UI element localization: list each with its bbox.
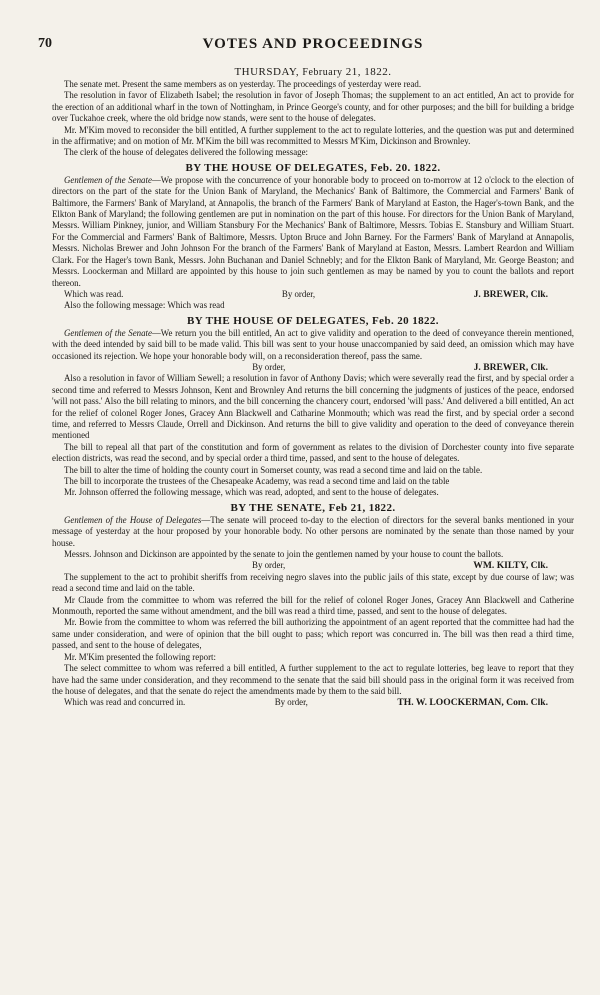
paragraph-resolutions-sent: The resolution in favor of Elizabeth Isabel; the resolution in favor of Joseph Thomas; the supplement to an act entitled, An act to provide for the erection of an additional wharf in the town of Nottingham, in Prince George's county, and for other purposes; and the bill for building a bridge over Tuckahoe creek, where the old bridge now stands, were sent to the house of delegates.: [52, 90, 574, 124]
signature-line-1: Which was read. By order, J. BREWER, Clk.: [64, 288, 548, 300]
paragraph-lotteries-committee: The select committee to whom was referred a bill entitled, A further supplement to the act to regulate lotteries, beg leave to report that they have had the same under consideration, and they recommend to the senate that the said bill should pass in the original form it was received from the house of delegates, and that the senate do reject the amendments made by them to the said bill.: [52, 663, 574, 696]
paragraph-mkim-lotteries: Mr. M'Kim moved to reconsider the bill entitled, A further supplement to the act to regulate lotteries, and the question was put and determined in the affirmative; and on motion of Mr. M'Kim the bill was recommitted to Messrs M'Kim, Dickinson and Brownley.: [52, 124, 574, 147]
running-header: [38, 32, 574, 54]
paragraph-bank-directors-message: Gentlemen of the Senate—We propose with the concurrence of your honorable body to proceed on to-morrow at 12 o'clock to the election of directors on the part of the state for the Union Bank of Maryland, the Mechanics' Bank of Baltimore, the Commercial and Farmers' Bank of Baltimore, the Farmers' Bank of Maryland, at Annapolis, the branch of the Farmers' Bank of Maryland at Easton, the Hager's-town Bank, and the Elkton Bank of Maryland; the following gentlemen are put in nomination on the part of this house. For directors for the Union Bank of Maryland, Messrs. William Pinkney, junior, and William Stansbury For the Mechanics' Bank of Baltimore, Messrs. Tobias E. Stansbury and William Stuart. For the Commercial and Farmers' Bank of Baltimore, Messrs. Upton Bruce and John Barney. For the Farmers' Bank of Maryland at Annapolis, Messrs. Nicholas Brewer and John Johnson For the branch of the Farmers' Bank of Maryland at Easton, Messrs. Lambert Reardon and William Clark. For the Hager's town Bank, Messrs. John Buchanan and Daniel Schnebly; and for the Elkton Bank of Maryland, Mr. George Beaston; and Messrs. Loockerman and Millard are appointed by this house to join such gentlemen as may be named by you to count the ballots and report thereon.: [52, 174, 574, 288]
paragraph-count-ballots: Messrs. Johnson and Dickinson are appointed by the senate to join the gentlemen named by your house to count the ballots.: [64, 549, 504, 560]
paragraph-bowie-report: Mr. Bowie from the committee to whom was referred the bill authorizing the appointment of an agent reported that the committee had had the same under consideration, and were of opinion that the bill ought to pass; which report was concurred in. The bill was then read a third time, passed, and sent to the house of delegates,: [52, 617, 574, 651]
page-number: 70: [38, 36, 52, 51]
paragraph-senate-met: The senate met. Present the same members as on yesterday. The proceedings of yesterday were read.: [64, 79, 422, 89]
paragraph-claude-report: Mr Claude from the committee to whom was referred the bill for the relief of colonel Roger Jones, Gracey Ann Blackwell and Catherine Monmouth, reported the same without amendment, and the bill was read a third time, passed, and sent to the house of delegates.: [52, 594, 574, 617]
paragraph-following-message: Also the following message: Which was read: [64, 300, 225, 311]
date-heading: THURSDAY, February 21, 1822.: [234, 66, 392, 78]
running-title: VOTES AND PROCEEDINGS: [202, 36, 424, 52]
paragraph-dorchester-bill: The bill to repeal all that part of the constitution and form of government as relates to the division of Dorchester county into five separate election districts, was read the second, and by special order a third time, passed, and sent to the house of delegates.: [52, 441, 574, 464]
paragraph-mkim-report: Mr. M'Kim presented the following report:: [64, 651, 216, 662]
paragraph-chesapeake-academy: The bill to incorporate the trustees of the Chesapeake Academy, was read a second time and laid on the table: [64, 476, 450, 486]
paragraph-deed-message: Gentlemen of the Senate—We return you the bill entitled, An act to give validity and operation to the deed of conveyance therein mentioned, with the deed intended by said bill to be made valid. This bill was sent to your house unaccompanied by said deed, an omission which may have occasioned its rejection. We hope your honorable body will, on a reconsideration thereof, pass the same.: [52, 327, 574, 361]
section-heading-house-2: BY THE HOUSE OF DELEGATES, Feb. 20 1822.: [187, 314, 439, 327]
paragraph-resolutions-sewell-davis: Also a resolution in favor of William Sewell; a resolution in favor of Anthony Davis; which were severally read the first, and by special order a second time and referred to Messrs Johnson, Kent and Brownley And returns the bill concerning the judgments of justices of the peace, endorsed 'will not pass.' Also the bill relating to minors, and the bill concerning the chancery court, endorsed 'will pass.' And delivered a bill entitled, An act for the relief of colonel Roger Jones, Gracey Ann Blackwell and Catharine Monmouth; which was read the first, and by special order a second time, and referred to Messrs Claude, Orrell and Dickinson. And returns the bill to give validity and operation to the deed of conveyance therein mentioned: [52, 373, 574, 441]
paragraph-clerk-message: The clerk of the house of delegates delivered the following message:: [64, 147, 308, 158]
section-heading-house-1: BY THE HOUSE OF DELEGATES, Feb. 20. 1822.: [185, 161, 441, 174]
paragraph-senate-election: Gentlemen of the House of Delegates—The senate will proceed to-day to the election of directors for the several banks mentioned in your message of yesterday at the hour proposed by your honorable body. No other persons are nominated by the senate than those named by your house.: [52, 514, 574, 548]
paragraph-sheriffs-supplement: The supplement to the act to prohibit sheriffs from receiving negro slaves into the public jails of this state, except by due course of law; was read a second time and laid on the table.: [52, 571, 574, 594]
signature-line-3: By order, WM. KILTY, Clk.: [252, 560, 548, 572]
paragraph-somerset-bill: The bill to alter the time of holding the county court in Somerset county, was read a second time and laid on the table.: [64, 464, 483, 475]
signature-line-2: By order, J. BREWER, Clk.: [252, 361, 548, 373]
section-heading-senate: BY THE SENATE, Feb 21, 1822.: [230, 501, 396, 514]
paragraph-johnson-message: Mr. Johnson offerred the following message, which was read, adopted, and sent to the house of delegates.: [64, 487, 439, 498]
signature-line-4: Which was read and concurred in. By order, TH. W. LOOCKERMAN, Com. Clk.: [64, 697, 548, 709]
